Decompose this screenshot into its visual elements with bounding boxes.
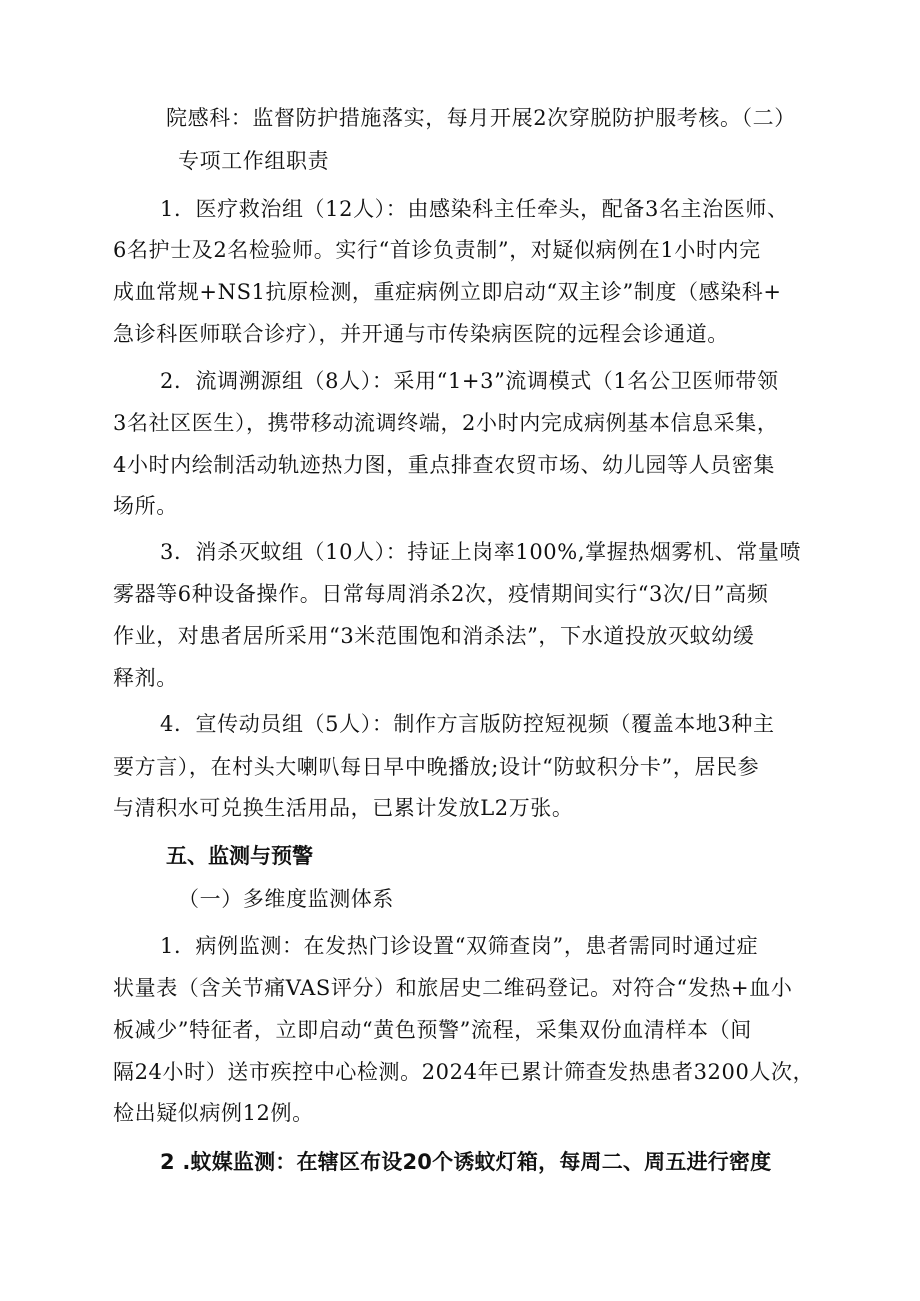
- text-line-13: 作业，对患者居所采用“3米范围饱和消杀法”，下水道投放灭蚊幼缓: [113, 624, 755, 648]
- subsection-heading: （一）多维度监测体系: [178, 887, 394, 911]
- text-line-7: 2．流调溯源组（8人）：采用“1+3”流调模式（1名公卫医师带领: [160, 369, 779, 393]
- text-line-5: 成血常规+NS1抗原检测，重症病例立即启动“双主诊”制度（感染科+: [113, 280, 782, 304]
- text-line-9: 4小时内绘制活动轨迹热力图，重点排查农贸市场、幼儿园等人员密集: [113, 453, 775, 477]
- text-line-2: 专项工作组职责: [178, 149, 330, 173]
- section-heading: 五、监测与预警: [166, 844, 313, 868]
- text-line-17: 与清积水可兑换生活用品，已累计发放L2万张。: [113, 796, 574, 820]
- text-line-20: 1．病例监测：在发热门诊设置“双筛查岗”，患者需同时通过症: [160, 934, 759, 958]
- text-line-4: 6名护士及2名检验师。实行“首诊负责制”，对疑似病例在1小时内完: [113, 238, 761, 262]
- text-line-25: 2 .蚊媒监测：在辖区布设20个诱蚊灯箱，每周二、周五进行密度: [160, 1150, 772, 1174]
- text-line-6: 急诊科医师联合诊疗），并开通与市传染病医院的远程会诊通道。: [113, 322, 729, 346]
- text-line-16: 要方言），在村头大喇叭每日早中晚播放;设计“防蚊积分卡”，居民参: [113, 755, 760, 779]
- text-line-10: 场所。: [113, 494, 178, 518]
- text-line-11: 3．消杀灭蚊组（10人）：持证上岗率100%,掌握热烟雾机、常量喷: [160, 540, 802, 564]
- text-line-21: 状量表（含关节痛VAS评分）和旅居史二维码登记。对符合“发热+血小: [113, 976, 793, 1000]
- text-line-12: 雾器等6种设备操作。日常每周消杀2次，疫情期间实行“3次/日”高频: [113, 582, 769, 606]
- text-line-23: 隔24小时）送市疾控中心检测。2024年已累计筛查发热患者3200人次，: [113, 1060, 815, 1084]
- text-line-8: 3名社区医生），携带移动流调终端，2小时内完成病例基本信息采集，: [113, 411, 779, 435]
- text-line-14: 释剂。: [113, 666, 178, 690]
- text-line-15: 4．宣传动员组（5人）：制作方言版防控短视频（覆盖本地3种主: [160, 712, 775, 736]
- text-line-1: 院感科：监督防护措施落实，每月开展2次穿脱防护服考核。（二）: [166, 106, 796, 130]
- text-line-22: 板减少”特征者，立即启动“黄色预警”流程，采集双份血清样本（间: [113, 1018, 752, 1042]
- text-line-24: 检出疑似病例12例。: [113, 1101, 314, 1125]
- text-line-3: 1．医疗救治组（12人）：由感染科主任牵头，配备3名主治医师、: [160, 197, 789, 221]
